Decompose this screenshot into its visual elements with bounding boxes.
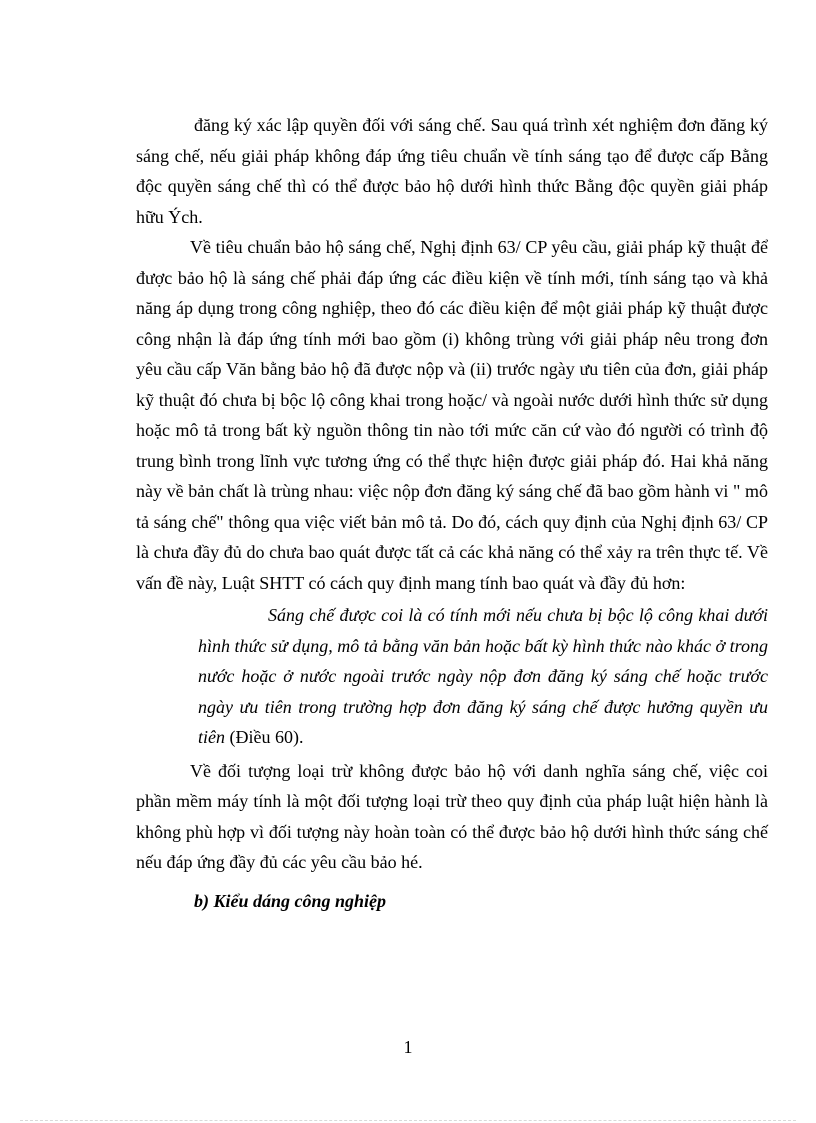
paragraph-exclusions: Về đối tượng loại trừ không được bảo hộ với danh nghĩa sáng chế, việc coi phần mềm máy tính là một đối tượng loại trừ theo quy định của pháp luật hiện hành là không phù hợp vì đối tượng này hoàn toàn có thể được bảo hộ dưới hình thức sáng chế nếu đáp ứng đầy đủ các yêu cầu bảo hé. [136, 760, 768, 872]
paragraph-novelty-criteria: Về tiêu chuẩn bảo hộ sáng chế, Nghị định 63/ CP yêu cầu, giải pháp kỹ thuật để được bảo hộ là sáng chế phải đáp ứng các điều kiện về tính mới, tính sáng tạo và khả năng áp dụng trong công nghiệp, theo đó các điều kiện để một giải pháp kỹ thuật được công nhận là đáp ứng tính mới bao gồm (i) không trùng với giải pháp nêu trong đơn yêu cầu cấp Văn bằng bảo hộ đã được nộp và (ii) trước ngày ưu tiên của đơn, giải pháp kỹ thuật đó chưa bị bộc lộ công khai trong hoặc/ và ngoài nước dưới hình thức sử dụng hoặc mô tả trong bất kỳ nguồn thông tin nào tới mức căn cứ vào đó người có trình độ trung bình trong lĩnh vực tương ứng có thể thực hiện được giải pháp đó. Hai khả năng này về bản chất là trùng nhau: việc nộp đơn đăng ký sáng chế đã bao gồm hành vi " mô tả sáng chế" thông qua việc viết bản mô tả. Do đó, cách quy định của Nghị định 63/ CP là chưa đầy đủ do chưa bao quát được tất cả các khả năng có thể xảy ra trên thực tế. Về vấn đề này, Luật SHTT có cách quy định mang tính bao quát và đầy đủ hơn: [136, 237, 768, 593]
document-body [136, 110, 768, 916]
quote-text: Sáng chế được coi là có tính mới nếu chưa bị bộc lộ công khai dưới hình thức sử dụng, mô tả bằng văn bản hoặc bất kỳ hình thức nào khác ở trong nước hoặc ở nước ngoài trước ngày nộp đơn đăng ký sáng chế hoặc trước ngày ưu tiên trong trường hợp đơn đăng ký sáng chế được hưởng quyền ưu tiên [198, 605, 768, 747]
quote-citation: (Điều 60). [225, 727, 304, 747]
page-bottom-divider [20, 1120, 796, 1121]
page-number: 1 [403, 1037, 413, 1057]
block-quote [198, 600, 768, 753]
paragraph-continuation: đăng ký xác lập quyền đối với sáng chế. Sau quá trình xét nghiệm đơn đăng ký sáng chế, nếu giải pháp không đáp ứng tiêu chuẩn về tính sáng tạo để được cấp Bằng độc quyền sáng chế thì có thể được bảo hộ dưới hình thức Bằng độc quyền giải pháp hữu Ých. [136, 115, 768, 227]
section-heading: b) Kiểu dáng công nghiệp [194, 890, 387, 911]
